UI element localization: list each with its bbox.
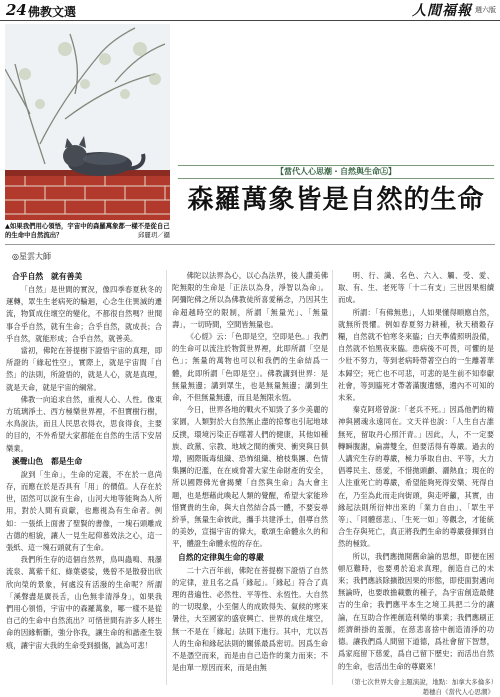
paragraph: 明、行、識、名色、六入、觸、受、愛、取、有、生、老死等「十二有支」三世因果相續而成。 [338,271,494,305]
page-number: 24 [6,1,27,19]
section-heading: 自然的定律與生命的尊嚴 [178,552,264,562]
series-label: 【當代人心思潮・自然與生命㊤】 [178,165,494,179]
photo-credit: 邱麗玥／攝 [138,231,170,239]
divider [5,244,495,245]
article-column-2 [172,270,328,675]
paragraph: 今日，世界各地的戰火不知毀了多少美麗的家園，人類對於大自然無止盡的掠奪也引起地球反撲，環境污染正吞噬著人們的健康，其他如種族、政黨、宗教、地域之間的衝突、衝突與日俱增，國際販毒組織、恐怖組織、槍枝集團、色情集團的氾濫，在在威脅著大家生命財產的安全，所以國際佛光會揭櫫「自然與生命」為大會主題，也是想藉此喚起人類的覺醒，希望大家能珍惜寶貴的生命，與大自然結合爲一體，不要妄尋紛爭，無量生命彼此，攜手共建淨土，倡導自然的美妙，宣揚宇宙的偉大，歌頌生命體永久的和平，體證生命體永恆的存在。 [172,405,328,549]
edition-label: 週六版 [475,6,496,14]
section-heading: 溪聲山色 都是生命 [12,456,83,466]
paragraph: 所以，我們應拋開舊命論的思想，即便在困頓厄難時，也要勇於追求真理，創造自己的未來；我們應該除擴散因果的形態，即使面對邁向無論時，也要敢擔載數的種子，為宇宙創造最健吉的生命；我們應平本生之境工具把二分的讓論，在互助合作裡創造利樂的事業；我們應刷正經濟餅掛的羞脈，在慈悲喜捨中創造清淨的功德。讓我們爲人間留下道德，爲社會留下智慧，爲家庭留下慈愛，爲自己留下歷史；而活出自然的生命，也活出生命的尊嚴來！ [338,551,494,671]
photo-caption [5,222,170,240]
photo-caption-text: ▲如果我們用心領悟，宇宙中的森羅萬象都一樣不是從自己的生命中自然流出？ [5,222,170,239]
page-header [0,0,500,21]
cat-on-wall-photo [5,24,170,220]
paragraph: 佛陀以法界為心，以心為法界，後人讚美佛陀無限的生命是「正法以為身，淨智以為命」。阿彌陀佛之所以為佛教徒所喜愛稱念，乃因其生命超越時空的限制，所謂「無量光」、「無量壽」，一切時間，空間皆無量也。 [172,271,328,329]
photo-illustration [5,24,170,220]
paragraph: 說到「生命」，生命的定義，不在於一息尚存，而應在於是否具有「用」的價值。人存在於世，固然可以說有生命，山河大地等能夠為人所用，對於人間有貢獻，也應視為有生命者。例如：一張紙上面書了聖賢的書像，一塊石頭雕成古德的相貌，讓人一見生起仰慕效法之心，這一張紙、這一塊石頭就有了生命。 [6,469,162,553]
column-divider [332,270,333,685]
section-title: 佛教文選 [28,5,77,19]
source-note: （第七次世界大會主題演說，地點：加拿大多倫多） 趙穗自《當代人心思潮》 [347,677,500,696]
paragraph: 佛教一向追求自然，重視人心、人性。像東方琉璃淨土、西方極樂世界裡，不但寶樹行樹，水鳥說法，而且人民思衣得衣，思食得食，主要的目的，不外希望大家都能在自然的生活下安居樂業。 [6,394,162,453]
masthead-logo: 人間福報 [412,3,472,19]
column-divider [166,270,167,685]
section-heading: 合乎自然 就有善美 [12,272,83,281]
paragraph: 「自然」是世間的實況，像四季春夏秋冬的運轉，眾生生老病死的輪迴，心念生住異滅的遷流，物質成住壞空的變化，不都很自然嗎？世間事合乎自然，就有生命；合乎自然，就成長；合乎自然，就能形成；合乎自然，就善美。 [6,285,162,343]
paragraph: 《心經》云：「色即是空，空即是色。」我們的生命可以流注於物質世界裡，此即所謂「空是色」；無量的萬物也可以和我們的生命結爲一體，此即所謂「色即是空」。佛教講到世界：是無量無邊；講到眾生，也是無量無邊；講到生命，不但無量無邊，而且是無限永恆。 [172,332,328,403]
byline: ◎星雲大師 [12,252,51,261]
paragraph: 秦克阿塔曾說：「老兵不死。」因爲他們的精神與國魂永遠同在。文天祥也說：「人生自古誰無死，留取丹心照汗青。」因此，人，不一定要轉瞬腹謝，扁壽雙全，但要活得有尊嚴。過去的人講究生存的尊嚴，極力爭取自由、平等，大力倡導民主、慈愛，不惜拋頭顱、灑熱血；現在的人注重死亡的尊嚴，希望能夠死得安樂、死得自在，乃至為此而走向街頭，與走呼籲，其實，由緣起法則所衍伸出來的「業力自由」、「眾生平等」、「同體慈悲」、「生死一如」等觀念，才能統合生存與死亡，真正將我們生命的尊嚴發揮到自然的極致。 [338,405,494,549]
paragraph: 當初，佛陀在菩提樹下證悟宇宙的真理，即所證的「緣起性空」，實際上，就是宇宙間「自然」的法則，所證悟的，就是人心，就是真理，就是天命，就是宇宙的綱常。 [6,346,162,392]
paragraph: 二十六百年前，佛陀在菩提樹下證悟了自然的定律，並且名之爲「緣起」。「緣起」符合了真理的普遍性、必然性、平等性、永恆性。大自然的一切現象，小至個人的成敗得失、氣候的寒來暑往，大至國家的盛衰興亡、世界的成住壞空，無一不是在「緣起」法則下進行。其中，尤以吾人的生命和緣起法則的關係最爲密切。因爲生命不是憑空而來，而是由自己造作的業力而來；不是由單一原因而來，而是由無 [172,565,328,673]
paragraph: 我們所生存的這個自然界，鳥叫蟲鳴、飛瀑流泉、萬紫千紅、綠葉婆娑，幾曾不是散發出欣欣向榮的景象，何處沒有活潑的生命呢？所謂「溪聲盡是廣長舌，山色無非清淨身」，如果我們用心領悟，宇宙中的森羅萬象，哪一樣不是從自己的生命中自然流出？可惜世間有許多人將生命的因緣斬斷，強分你我，讓生命的和諧產生裂痕，讓宇宙大我的生命受到損傷，誠為可悲！ [6,555,162,650]
paragraph: 所謂：「有佛無患」，人如果懂得順應自然，就無所畏懼。例如春夏努力耕種，秋天積穀存糧，自然就不怕寒冬來臨；白天準備照明設備，自然就不怕黑夜來臨。患病後不可畏，可懼的是少壯不努力，等到老病時帶著空白的一生離著華本歸空；死亡也不可悲，可悲的是生前不知奉獻社會，等到臨死才帶著滿腹遺憾，遺內不可知的未來。 [338,307,494,403]
article-column-1 [6,270,162,652]
article-column-3 [338,270,500,697]
article-title: 森羅萬象皆是自然的生命 [187,185,485,215]
